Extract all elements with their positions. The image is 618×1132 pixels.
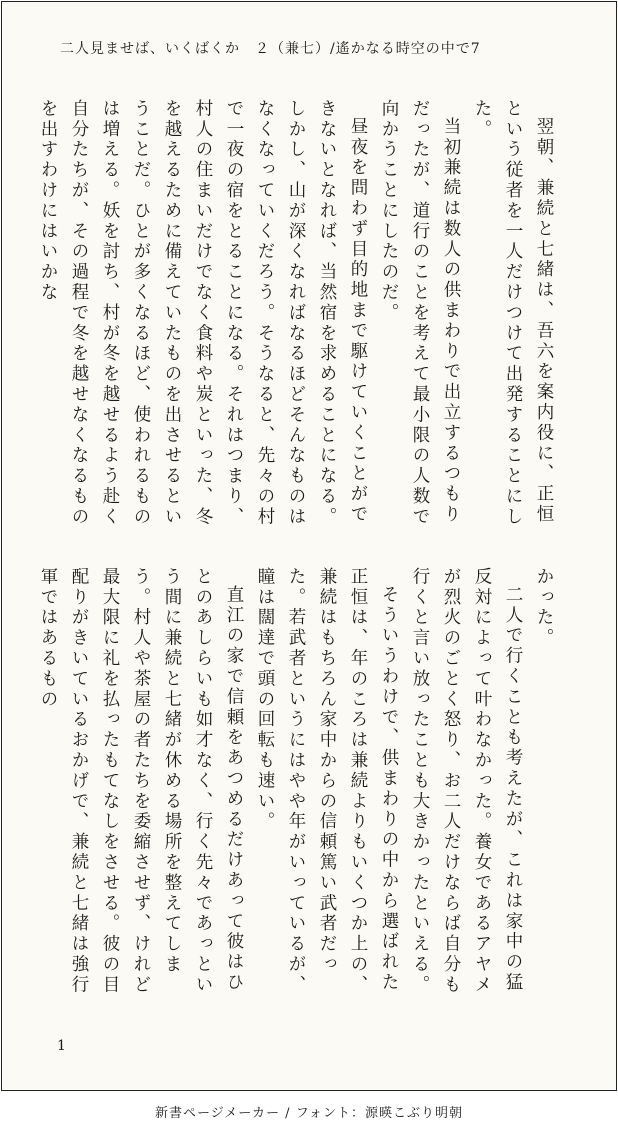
page-number: 1: [57, 1038, 66, 1054]
paragraph: 直江の家で信頼をあつめるだけあって彼はひとのあしらいも如才なく、行く先々であっという間に兼続と七緒が休める場所を整えてしまう。村人や茶屋の者たちを委縮させず、けれど最大限に礼を払ったもてなしをさせる。彼の目配りがきいているおかげで、兼続と七緒は強行軍ではあるもの: [38, 567, 244, 996]
text-block-upper: [38, 99, 559, 535]
paragraph: そういうわけで、供まわりの中から選ばれた正恒は、年のころは兼続よりもいくつか上の、兼続はもちろん家中からの信頼篤い武者だった。若武者というにはやや年がいっているが、瞳は闊達で頭の回転も速い。: [255, 567, 399, 996]
paragraph: 二人で行くことも考えたが、これは家中の猛反対によって叶わなかった。養女であるアヤメが烈火のごとく怒り、お二人だけならば自分も行くと言い放ったことも大きかったといえる。: [410, 567, 523, 996]
paragraph: 当初兼続は数人の供まわりで出立するつもりだったが、道行のことを考えて最小限の人数で向かうことにしたのだ。: [379, 99, 461, 528]
page-header-title: 二人見ませば、いくばくか ２（兼七）/遙かなる時空の中で7: [60, 41, 481, 57]
text-block-lower: [38, 567, 559, 1003]
paragraph: かった。: [534, 567, 554, 649]
paragraph: 翌朝、兼続と七緒は、吾六を案内役に、正恒という従者を一人だけつけて出発することにした。: [472, 99, 554, 528]
page-frame: [1, 1, 617, 1091]
footer-credit: 新書ページメーカー / フォント：源暎こぶり明朝: [154, 1106, 464, 1121]
paragraph: 昼夜を問わず目的地まで駆けていくことができないとなれば、当然宿を求めることになる。しかし、山が深くなればなるほどそんなものはなくなっていくだろう。そうなると、先々の村で一夜の宿をとることになる。それはつまり、村人の住まいだけでなく食料や炭といった、冬を越えるために備えていたものを出させるということだ。ひとが多くなるほど、使われるものは増える。妖を討ち、村が冬を越せるよう赴く自分たちが、その過程で冬を越せなくなるものを出すわけにはいかな: [38, 99, 368, 528]
